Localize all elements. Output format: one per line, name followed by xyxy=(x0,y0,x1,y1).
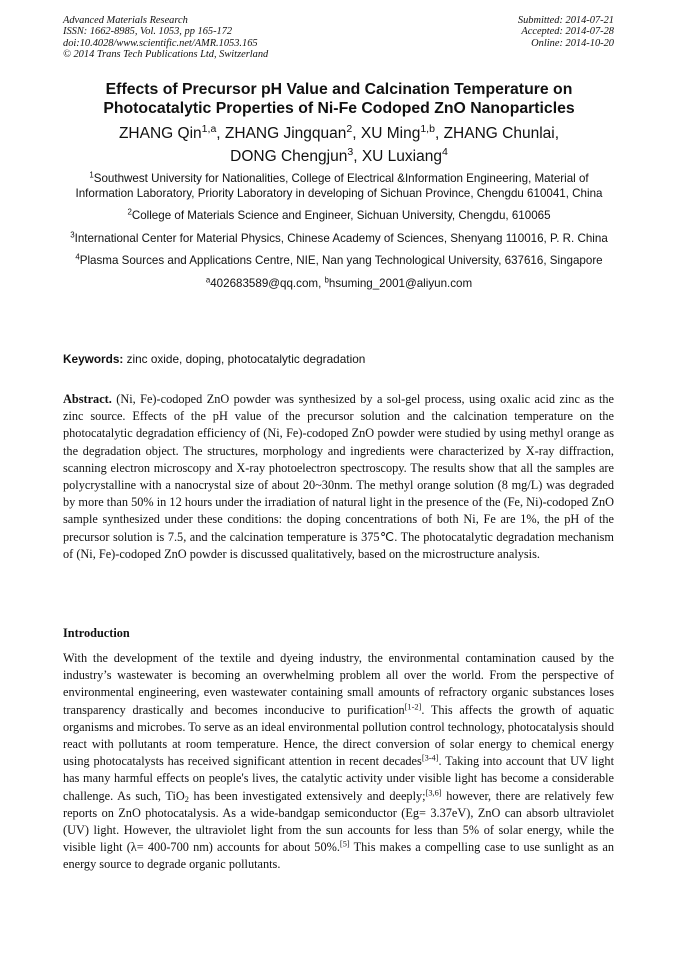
citation: [3,6] xyxy=(425,788,442,798)
affiliations xyxy=(62,172,616,300)
affiliation-text: Plasma Sources and Applications Centre, NIE, Nan yang Technological University, 637616, Singapore xyxy=(79,254,603,268)
email-sep: , xyxy=(318,276,325,290)
accepted-date: Accepted: 2014-07-28 xyxy=(521,26,614,38)
author-sup: 1,a xyxy=(201,123,217,136)
author-sep: , xyxy=(352,125,361,142)
email-mark-a: a xyxy=(205,275,211,285)
keywords xyxy=(63,352,623,367)
author-sep: , xyxy=(353,148,362,165)
intro-text: however, there are relatively few reports on ZnO photocatalysis. As a wide-bandgap semiconductor (Eg= 3.37eV), ZnO can absorb ultraviolet (UV) light. However, the ultraviolet light from the sun accounts for less than 5% of solar energy, while the visible light (λ= 400-700 nm) accounts for about 50%. xyxy=(63,788,614,855)
author: XU Ming xyxy=(360,125,421,142)
journal-header-right xyxy=(518,15,614,49)
affiliation-2 xyxy=(62,209,616,224)
intro-text: . This affects the growth of aquatic organisms and microbes. To serve as an ideal environmental pollution control technology, photocatalysis should react with pollutants at room temperature. Hence, the direct conversion of solar energy to chemical energy using photocatalysts has received significant attention in recent decades xyxy=(63,702,614,769)
section-heading-introduction: Introduction xyxy=(63,626,130,640)
journal-name: Advanced Materials Research xyxy=(63,15,188,26)
subscript: 2 xyxy=(184,794,189,804)
affiliation-number: 3 xyxy=(70,230,75,240)
author: XU Luxiang xyxy=(361,148,442,165)
affiliation-number: 4 xyxy=(75,253,80,263)
email-b: hsuming_2001@aliyun.com xyxy=(328,276,473,290)
affiliation-3 xyxy=(62,232,616,247)
author-sup: 4 xyxy=(441,146,448,159)
journal-header-left xyxy=(63,15,268,60)
affiliation-number: 2 xyxy=(127,207,132,217)
author-sup: 3 xyxy=(347,146,354,159)
keywords-text: zinc oxide, doping, photocatalytic degradation xyxy=(126,352,366,366)
author: ZHANG Chunlai, xyxy=(443,125,560,142)
affiliation-1 xyxy=(62,172,616,201)
online-date: Online: 2014-10-20 xyxy=(531,37,614,49)
email-mark-b: b xyxy=(324,275,329,285)
email-line xyxy=(62,277,616,292)
affiliation-number: 1 xyxy=(89,170,94,180)
citation: [3-4] xyxy=(421,753,439,763)
author: ZHANG Jingquan xyxy=(224,125,347,142)
issn-line: ISSN: 1662-8985, Vol. 1053, pp 165-172 xyxy=(63,26,233,38)
author-line-1 xyxy=(40,122,638,145)
abstract xyxy=(63,391,614,563)
author-list xyxy=(40,122,638,168)
title-line-2: Photocatalytic Properties of Ni-Fe Codoped ZnO Nanoparticles xyxy=(103,100,575,117)
citation: [5] xyxy=(339,839,350,849)
author: DONG Chengjun xyxy=(230,148,348,165)
author-sup: 2 xyxy=(346,123,353,136)
author-sep: , xyxy=(216,125,225,142)
author-sup: 1,b xyxy=(420,123,435,136)
abstract-text: (Ni, Fe)-codoped ZnO powder was synthesized by a sol-gel process, using oxalic acid zinc as the zinc source. Effects of the pH value of the precursor solution and the calcination temperature on the photocatalytic degradation efficiency of (Ni, Fe)-codoped ZnO powder were studied by using methyl orange as the degradation object. The structures, morphology and ingredients were characterized by X-ray diffraction, scanning electron microscopy and X-ray photoelectron spectroscopy. The results show that all the samples are polycrystalline with a nanocrystal size of about 20~30nm. The methyl orange solution (8 mg/L) was degraded by more than 50% in 12 hours under the irradiation of natural light in the presence of the (Fe, Ni)-codoped ZnO sample synthesized under these conditions: the doping concentrations of both Ni, Fe are 1%, the pH of the precursor solution is 7.5, and the calcination temperature is 375℃. The photocatalytic degradation mechanism of (Ni, Fe)-codoped ZnO powder is discussed qualitatively, based on the microstructure analysis. xyxy=(63,392,614,561)
submitted-date: Submitted: 2014-07-21 xyxy=(517,15,614,26)
title-line-1: Effects of Precursor pH Value and Calcination Temperature on xyxy=(105,81,573,98)
doi-line: doi:10.4028/www.scientific.net/AMR.1053.165 xyxy=(63,37,258,49)
paper-title xyxy=(40,80,638,118)
affiliation-text: Southwest University for Nationalities, College of Electrical &Information Engineering, Material of Information Laboratory, Priority Laboratory in developing of Sichuan Province, Chengdu 610041, China xyxy=(75,172,603,200)
introduction-paragraph xyxy=(63,650,614,874)
intro-text: With the development of the textile and dyeing industry, the environmental contamination caused by the industry’s wastewater is becoming an overwhelming problem all over the world. From the perspective of environmental engineering, even wastewater containing small amounts of refractory organic substances loses transparency drastically and becomes inconducive to purification xyxy=(63,651,614,717)
affiliation-4 xyxy=(62,254,616,269)
citation: [1-2] xyxy=(404,702,422,712)
affiliation-text: International Center for Material Physics, Chinese Academy of Sciences, Shenyang 110016, P. R. China xyxy=(74,231,608,245)
author-line-2 xyxy=(40,145,638,168)
author: ZHANG Qin xyxy=(118,125,202,142)
intro-text: has been investigated extensively and deeply; xyxy=(188,788,426,803)
email-a: 402683589@qq.com xyxy=(210,276,319,290)
author-sep: , xyxy=(434,125,444,142)
keywords-label: Keywords: xyxy=(63,352,124,366)
abstract-label: Abstract. xyxy=(63,392,112,406)
affiliation-text: College of Materials Science and Engineer, Sichuan University, Chengdu, 610065 xyxy=(131,209,551,223)
intro-text: This makes a compelling case to use sunlight as an energy source to degrade organic pollutants. xyxy=(63,840,614,872)
intro-text: . Taking into account that UV light has many harmful effects on people's lives, the catalytic activity under visible light has become a considerable challenge. As such, TiO xyxy=(63,754,614,803)
copyright-line: © 2014 Trans Tech Publications Ltd, Switzerland xyxy=(63,48,269,60)
